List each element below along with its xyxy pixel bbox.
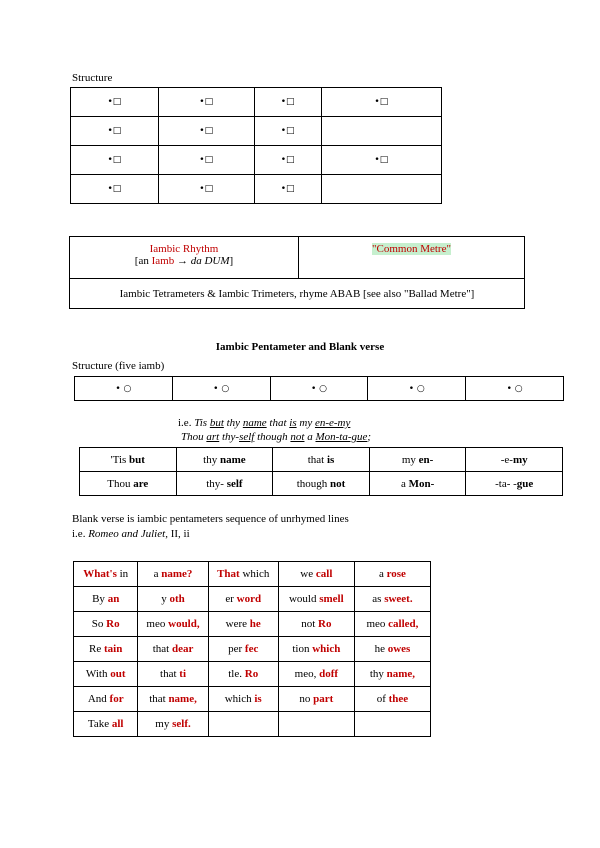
foot-cell: • ○ (466, 377, 564, 401)
pentameter-heading: Iambic Pentameter and Blank verse (215, 341, 385, 353)
structure-label: Structure (72, 72, 113, 84)
romeo-cell: that dear (138, 637, 208, 662)
structure-cell: •□ (254, 117, 321, 146)
romeo-cell (354, 712, 430, 737)
romeo-cell: er word (208, 587, 278, 612)
foot-cell: • ○ (368, 377, 466, 401)
romeo-cell: my self. (138, 712, 208, 737)
romeo-cell: What's in (74, 562, 138, 587)
structure-row (71, 175, 442, 204)
romeo-cell: With out (74, 662, 138, 687)
structure-cell: •□ (254, 175, 321, 204)
structure-cell: •□ (158, 117, 254, 146)
scansion-cell: -ta- -gue (466, 472, 563, 496)
romeo-cell: no part (278, 687, 354, 712)
scansion-cell: Thou are (80, 472, 177, 496)
romeo-cell: as sweet. (354, 587, 430, 612)
romeo-cell: Take all (74, 712, 138, 737)
romeo-cell: That which (208, 562, 278, 587)
romeo-cell: a rose (354, 562, 430, 587)
romeo-row (74, 662, 431, 687)
romeo-row (74, 612, 431, 637)
romeo-cell: y oth (138, 587, 208, 612)
romeo-reference: i.e. Romeo and Juliet, II, ii (72, 528, 190, 540)
romeo-cell: would smell (278, 587, 354, 612)
structure-cell: •□ (254, 88, 321, 117)
romeo-row (74, 562, 431, 587)
foot-cell: • ○ (172, 377, 270, 401)
scansion-cell: though not (273, 472, 370, 496)
romeo-cell: a name? (138, 562, 208, 587)
structure-cell: •□ (71, 117, 159, 146)
structure-cell (321, 117, 441, 146)
scansion-table (79, 447, 563, 496)
structure-cell: •□ (71, 88, 159, 117)
romeo-cell: of thee (354, 687, 430, 712)
structure-cell: •□ (71, 175, 159, 204)
blank-verse-line: Blank verse is iambic pentameters sequence of unrhymed lines (72, 513, 349, 525)
structure-cell: •□ (254, 146, 321, 175)
foot-cell: • ○ (75, 377, 173, 401)
structure-cell: •□ (71, 146, 159, 175)
romeo-cell: Re tain (74, 637, 138, 662)
example-line2: Thou art thy-self though not a Mon-ta-gue; (181, 431, 372, 443)
iambic-rhythm-cell (70, 237, 299, 279)
romeo-cell (208, 712, 278, 737)
scansion-cell: 'Tis but (80, 448, 177, 472)
romeo-cell: per fec (208, 637, 278, 662)
romeo-row (74, 587, 431, 612)
structure-row (71, 117, 442, 146)
structure-row (71, 88, 442, 117)
structure-table (70, 87, 442, 204)
romeo-cell: meo would, (138, 612, 208, 637)
romeo-cell: tion which (278, 637, 354, 662)
common-metre-table (69, 236, 525, 309)
romeo-cell: meo called, (354, 612, 430, 637)
romeo-cell: he owes (354, 637, 430, 662)
romeo-cell: So Ro (74, 612, 138, 637)
structure-cell: •□ (158, 146, 254, 175)
scansion-cell: thy- self (176, 472, 273, 496)
iambic-rhythm-sub: [an Iamb → da DUM] (134, 255, 234, 267)
scansion-cell: that is (273, 448, 370, 472)
scansion-cell: a Mon- (369, 472, 466, 496)
scansion-cell: -e-my (466, 448, 563, 472)
romeo-row (74, 712, 431, 737)
iambic-rhythm-title: Iambic Rhythm (149, 243, 219, 255)
feet-table (74, 376, 564, 401)
romeo-cell: we call (278, 562, 354, 587)
scansion-cell: my en- (369, 448, 466, 472)
romeo-row (74, 637, 431, 662)
romeo-cell (278, 712, 354, 737)
romeo-cell: thy name, (354, 662, 430, 687)
romeo-cell: were he (208, 612, 278, 637)
structure-cell: •□ (158, 88, 254, 117)
romeo-cell: not Ro (278, 612, 354, 637)
structure-cell: •□ (321, 88, 441, 117)
foot-cell: • ○ (270, 377, 368, 401)
metre-description: Iambic Tetrameters & Iambic Trimeters, rhyme ABAB [see also "Ballad Metre"] (70, 279, 525, 309)
pentameter-structure-label: Structure (five iamb) (72, 360, 165, 372)
romeo-cell: tle. Ro (208, 662, 278, 687)
structure-cell (321, 175, 441, 204)
romeo-cell: By an (74, 587, 138, 612)
common-metre-label: "Common Metre" (372, 243, 451, 255)
structure-row (71, 146, 442, 175)
structure-cell: •□ (321, 146, 441, 175)
romeo-cell: And for (74, 687, 138, 712)
romeo-row (74, 687, 431, 712)
romeo-cell: which is (208, 687, 278, 712)
romeo-table (73, 561, 431, 737)
romeo-cell: that name, (138, 687, 208, 712)
common-metre-cell (299, 237, 525, 279)
scansion-cell: thy name (176, 448, 273, 472)
romeo-cell: that ti (138, 662, 208, 687)
structure-cell: •□ (158, 175, 254, 204)
romeo-cell: meo, doff (278, 662, 354, 687)
example-line1: i.e. Tis but thy name that is my en-e-my (178, 417, 351, 429)
